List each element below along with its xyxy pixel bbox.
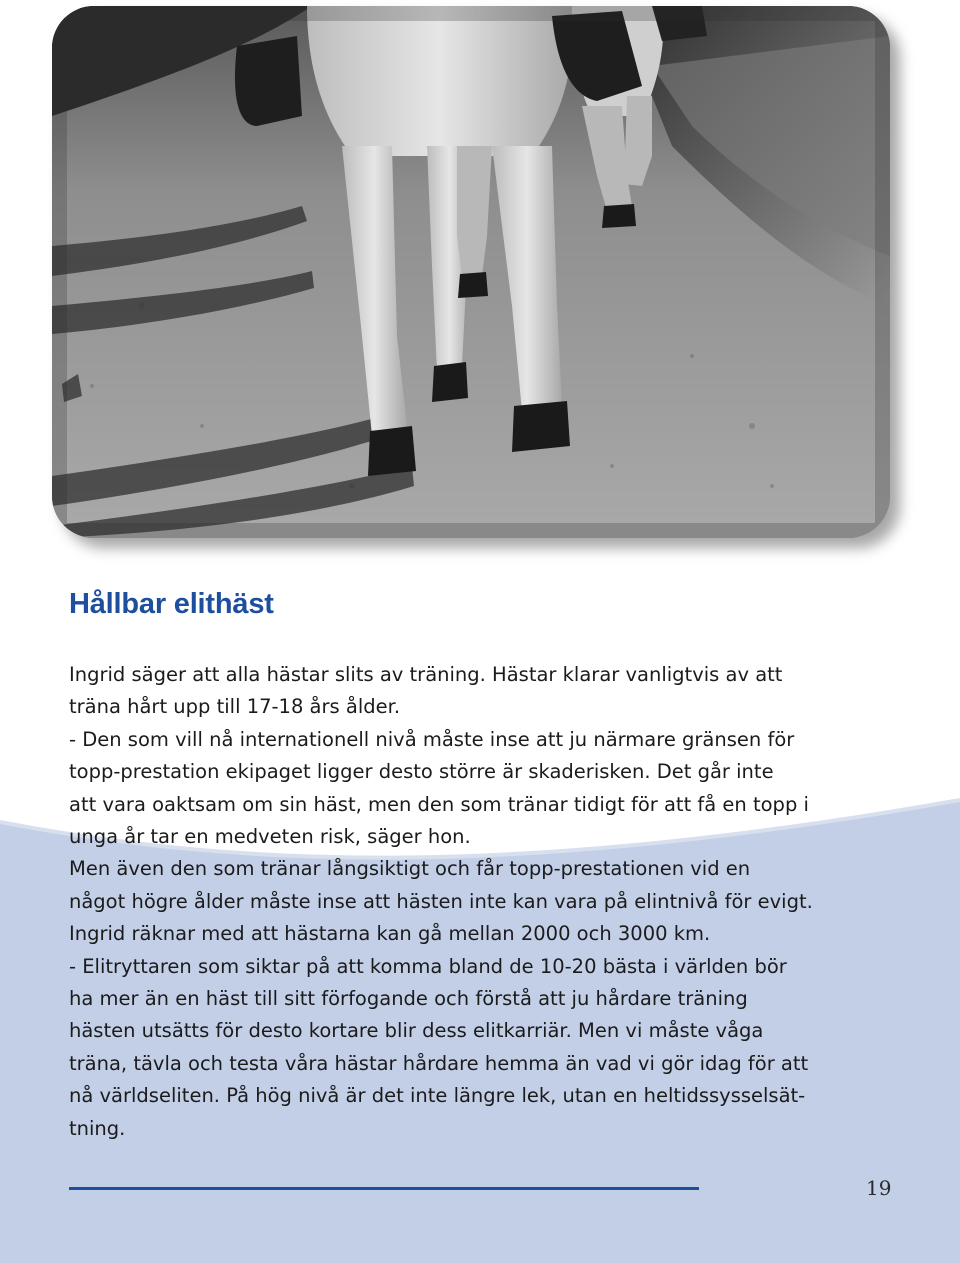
body-line: tning. xyxy=(69,1116,126,1140)
article-heading: Hållbar elithäst xyxy=(69,588,274,620)
body-line: nå världseliten. På hög nivå är det inte längre lek, utan en heltidssysselsät- xyxy=(69,1084,806,1108)
page-number: 19 xyxy=(866,1176,892,1200)
body-line: - Elitryttaren som siktar på att komma bland de 10-20 bästa i världen bör xyxy=(69,954,787,978)
body-line: Ingrid räknar med att hästarna kan gå mellan 2000 och 3000 km. xyxy=(69,922,711,946)
horses-photo xyxy=(52,6,890,538)
horses-on-road-image xyxy=(52,6,890,538)
body-line: Men även den som tränar långsiktigt och får topp-prestationen vid en xyxy=(69,857,751,881)
body-line: Ingrid säger att alla hästar slits av träning. Hästar klarar vanligtvis av att xyxy=(69,663,783,686)
body-line: att vara oaktsam om sin häst, men den som tränar tidigt för att få en topp i xyxy=(69,792,809,816)
body-line: - Den som vill nå internationell nivå måste inse att ju närmare gränsen för xyxy=(69,727,795,751)
body-line: hästen utsätts för desto kortare blir dess elitkarriär. Men vi måste våga xyxy=(69,1019,764,1043)
footer-rule xyxy=(69,1187,699,1190)
body-line: något högre ålder måste inse att hästen inte kan vara på elintnivå för evigt. xyxy=(69,889,813,913)
body-line: träna hårt upp till 17-18 års ålder. xyxy=(69,695,401,719)
article-body xyxy=(69,659,899,1145)
body-line: topp-prestation ekipaget ligger desto större är skaderisken. Det går inte xyxy=(69,760,774,784)
body-line: träna, tävla och testa våra hästar hårdare hemma än vad vi gör idag för att xyxy=(69,1051,809,1075)
body-line: ha mer än en häst till sitt förfogande och förstå att ju hårdare träning xyxy=(69,987,748,1011)
body-line: unga år tar en medveten risk, säger hon. xyxy=(69,825,471,849)
